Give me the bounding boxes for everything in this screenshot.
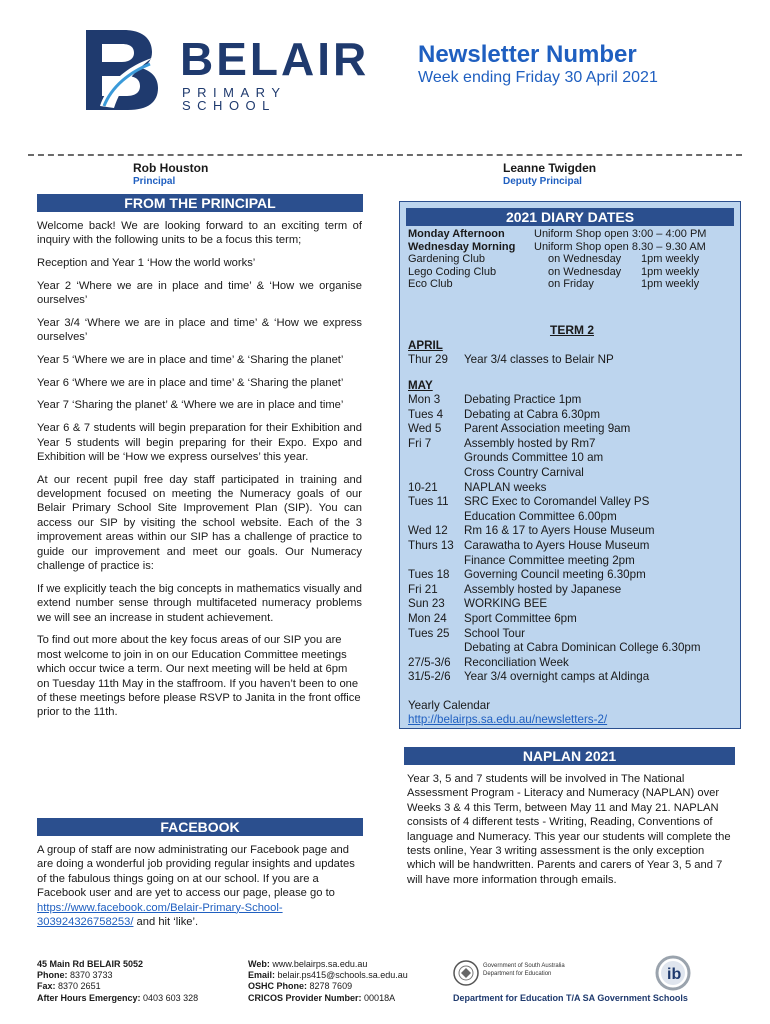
event-text: Cross Country Carnival [464, 466, 584, 480]
event-row [408, 670, 732, 685]
principal-name: Rob Houston [133, 161, 209, 175]
sa-government-crest-icon [452, 959, 480, 989]
event-text: Debating Practice 1pm [464, 393, 582, 407]
event-date: Thurs 13 [408, 539, 454, 553]
principal-paragraph: To find out more about the key focus areas of our SIP you are most welcome to join in on our Education Committee meetings which occur twice a term. Our next meeting will be held at 6pm on Tuesday 11th May in the staffroom. If you haven’t been to one of these meetings before please RSVP to Janita in the front office prior to the 11th. [37, 634, 361, 719]
principal-paragraph: Year 2 ‘Where we are in place and time’ & ‘How we organise ourselves’ [37, 279, 362, 307]
regular-what: Uniform Shop open 3:00 – 4:00 PM [534, 228, 707, 240]
event-row [408, 656, 732, 671]
footer-email-label: Email: [248, 970, 276, 981]
event-date: Tues 4 [408, 407, 444, 421]
regular-day: Wednesday Morning [408, 240, 516, 253]
principal-heading: FROM THE PRINCIPAL [37, 194, 363, 212]
regular-day: Gardening Club [408, 253, 486, 265]
event-date: Tues 11 [408, 495, 449, 509]
event-row [408, 437, 732, 452]
april-heading: APRIL [408, 338, 443, 352]
yearly-calendar-link[interactable]: http://belairps.sa.edu.au/newsletters-2/ [408, 712, 608, 726]
footer-oshc: 8278 7609 [309, 981, 353, 992]
event-date: Fri 7 [408, 436, 432, 450]
header-divider [28, 154, 742, 156]
regular-row [408, 228, 732, 241]
event-row [408, 524, 732, 539]
newsletter-title: Newsletter Number [418, 41, 637, 68]
principal-role: Principal [133, 176, 176, 187]
regular-freq: 1pm weekly [641, 253, 700, 265]
regular-row [408, 278, 732, 291]
gov-text [483, 962, 565, 978]
event-text: Carawatha to Ayers House Museum [464, 539, 650, 553]
school-logo [78, 22, 378, 112]
event-text: WORKING BEE [464, 597, 548, 611]
deputy-name: Leanne Twigden [503, 161, 597, 175]
regular-what: on Friday [548, 278, 594, 290]
principal-column [37, 219, 362, 728]
belair-b-logo-icon [78, 22, 168, 112]
event-date [408, 641, 464, 656]
footer-after-hours: 0403 603 328 [143, 992, 199, 1003]
event-text: Assembly hosted by Rm7 [464, 436, 596, 450]
principal-paragraph: Year 3/4 ‘Where we are in place and time’ & ‘How we express ourselves’ [37, 316, 362, 344]
gov-line-1: Government of South Australia [483, 963, 565, 969]
footer-contact [37, 959, 198, 1004]
event-row [408, 422, 732, 437]
page-footer [0, 955, 770, 1015]
event-row [408, 568, 732, 583]
event-date: Tues 25 [408, 626, 450, 640]
footer-online [248, 959, 408, 1004]
event-text: Year 3/4 overnight camps at Aldinga [464, 670, 650, 684]
footer-cricos-label: CRICOS Provider Number: [248, 992, 362, 1003]
facebook-tail: and hit ‘like’. [133, 916, 199, 929]
event-row [408, 554, 732, 569]
event-text: Reconciliation Week [464, 655, 569, 669]
footer-oshc-label: OSHC Phone: [248, 981, 308, 992]
event-row [408, 510, 732, 525]
event-row [408, 495, 732, 510]
event-date: 27/5-3/6 [408, 655, 451, 669]
footer-address: 45 Main Rd BELAIR 5052 [37, 959, 144, 969]
footer-web-label: Web: [248, 959, 270, 969]
principal-paragraph: Year 6 & 7 students will begin preparation for their Exhibition and Year 5 students will begin preparing for their Expo. Expo and Exhibition will be ‘How we express ourselves’ this year. [37, 422, 362, 463]
footer-fax: 8370 2651 [58, 981, 101, 992]
event-text: School Tour [464, 626, 526, 640]
event-date: Sun 23 [408, 597, 445, 611]
event-row [408, 597, 732, 612]
regular-activities [400, 226, 740, 291]
event-row [408, 612, 732, 627]
footer-web: www.belairps.sa.edu.au [272, 959, 368, 969]
event-text: Year 3/4 classes to Belair NP [464, 352, 614, 366]
event-row [408, 408, 732, 423]
logo-wordmark: BELAIR [180, 33, 370, 85]
event-text: Debating at Cabra 6.30pm [464, 407, 600, 421]
event-date: Wed 12 [408, 524, 448, 538]
principal-paragraph: Year 5 ‘Where we are in place and time’ & ‘Sharing the planet’ [37, 354, 344, 367]
event-row [408, 481, 732, 496]
event-row [408, 539, 732, 554]
event-row [408, 466, 732, 481]
deputy-credit [503, 161, 596, 189]
event-date [408, 466, 464, 481]
facebook-heading: FACEBOOK [37, 818, 363, 836]
regular-what: Uniform Shop open 8.30 – 9.30 AM [534, 240, 706, 253]
event-text: Sport Committee 6pm [464, 612, 577, 625]
event-date: 31/5-2/6 [408, 670, 451, 684]
regular-day: Lego Coding Club [408, 265, 497, 278]
event-text: Governing Council meeting 6.30pm [464, 568, 646, 582]
event-row [408, 583, 732, 598]
event-date: Fri 21 [408, 582, 438, 596]
event-date [408, 554, 464, 569]
principal-paragraph: If we explicitly teach the big concepts in mathematics visually and extend number sense through multifaceted numeracy problems we will see an increase in student achievement. [37, 582, 362, 624]
event-text: Debating at Cabra Dominican College 6.30pm [464, 641, 701, 655]
regular-row [408, 241, 732, 254]
newsletter-week: Week ending Friday 30 April 2021 [418, 69, 658, 86]
principal-paragraph: Reception and Year 1 ‘How the world works’ [37, 257, 256, 270]
diary-dates-panel [399, 201, 741, 729]
principal-credit [133, 161, 208, 189]
facebook-link[interactable]: https://www.facebook.com/Belair-Primary-School-303924326758253/ [37, 901, 283, 929]
footer-after-label: After Hours Emergency: [37, 992, 141, 1003]
may-heading: MAY [408, 379, 433, 393]
principal-paragraph: Year 6 ‘Where we are in place and time’ & ‘Sharing the planet’ [37, 376, 344, 389]
dept-footer: Department for Education T/A SA Government Schools [453, 993, 688, 1003]
event-date [408, 510, 464, 525]
regular-freq: 1pm weekly [641, 265, 700, 278]
yearly-calendar-label: Yearly Calendar [408, 698, 491, 712]
gov-line-2: Department for Education [483, 971, 552, 977]
svg-text:ib: ib [667, 966, 682, 983]
event-date: 10-21 [408, 480, 438, 494]
principal-paragraph: Year 7 ‘Sharing the planet’ & ‘Where we are in place and time’ [37, 399, 344, 412]
footer-fax-label: Fax: [37, 981, 56, 992]
logo-subtitle: PRIMARY SCHOOL [182, 85, 287, 113]
regular-day: Monday Afternoon [408, 228, 505, 240]
footer-phone-label: Phone: [37, 970, 68, 981]
event-text: Finance Committee meeting 2pm [464, 553, 635, 567]
event-row [408, 353, 732, 368]
facebook-text: A group of staff are now administrating our Facebook page and are doing a wonderful job providing regular insights and updates of the fabulous things going on at our school. If you are a Facebook user and are yet to access our page, please go to [37, 844, 355, 900]
regular-what: on Wednesday [548, 253, 622, 265]
event-text: Assembly hosted by Japanese [464, 582, 622, 596]
diary-heading: 2021 DIARY DATES [406, 208, 734, 226]
principal-paragraph: Welcome back! We are looking forward to an exciting term of inquiry with the following units to be a focus this term; [37, 220, 362, 247]
regular-what: on Wednesday [548, 265, 622, 278]
footer-email: belair.ps415@schools.sa.edu.au [277, 970, 408, 981]
naplan-heading: NAPLAN 2021 [404, 747, 735, 765]
footer-phone: 8370 3733 [70, 970, 113, 981]
naplan-text: Year 3, 5 and 7 students will be involved in The National Assessment Program - Literacy and Numeracy (NAPLAN) over Weeks 3 & 4 this Term, between May 11 and May 21. NAPLAN consists of 4 different tests - Writing, Reading, Conventions of language and Numeracy. This year our students will complete the tests online, Year 3 writing assessment is the only exception which will be handwritten. Parents and carers of Year 3, 5 and 7 will have more information through emails. [407, 773, 731, 886]
regular-day: Eco Club [408, 278, 453, 290]
event-row [408, 451, 732, 466]
regular-row [408, 253, 732, 266]
event-date: Mon 3 [408, 393, 441, 407]
principal-paragraph: At our recent pupil free day staff participated in training and development focused on meeting the Numeracy goals of our Belair Primary School Site Improvement Plan (SIP). You can access our SIP by visiting the school website. Each of the 3 improvement areas within our SIP has a challenge of practice to guide our improvement and meet our goals. Our Numeracy challenge of practice is: [37, 473, 362, 573]
regular-freq: 1pm weekly [641, 278, 700, 290]
event-text: Education Committee 6.00pm [464, 509, 617, 523]
deputy-role: Deputy Principal [503, 176, 582, 187]
event-row [408, 641, 732, 656]
regular-row [408, 266, 732, 279]
ib-world-school-icon [655, 955, 691, 991]
event-text: SRC Exec to Coromandel Valley PS [464, 495, 650, 509]
event-date: Mon 24 [408, 612, 447, 625]
event-date: Tues 18 [408, 568, 450, 582]
event-date: Thur 29 [408, 352, 448, 366]
event-row [408, 627, 732, 642]
event-text: Grounds Committee 10 am [464, 451, 604, 465]
term-heading: TERM 2 [549, 322, 594, 337]
event-text: NAPLAN weeks [464, 480, 547, 494]
term-events [400, 337, 740, 727]
footer-cricos: 00018A [364, 992, 396, 1003]
facebook-section [37, 843, 362, 929]
event-date [408, 451, 464, 466]
event-row [408, 393, 732, 408]
event-text: Parent Association meeting 9am [464, 422, 631, 436]
event-text: Rm 16 & 17 to Ayers House Museum [464, 524, 655, 538]
event-date: Wed 5 [408, 422, 442, 436]
